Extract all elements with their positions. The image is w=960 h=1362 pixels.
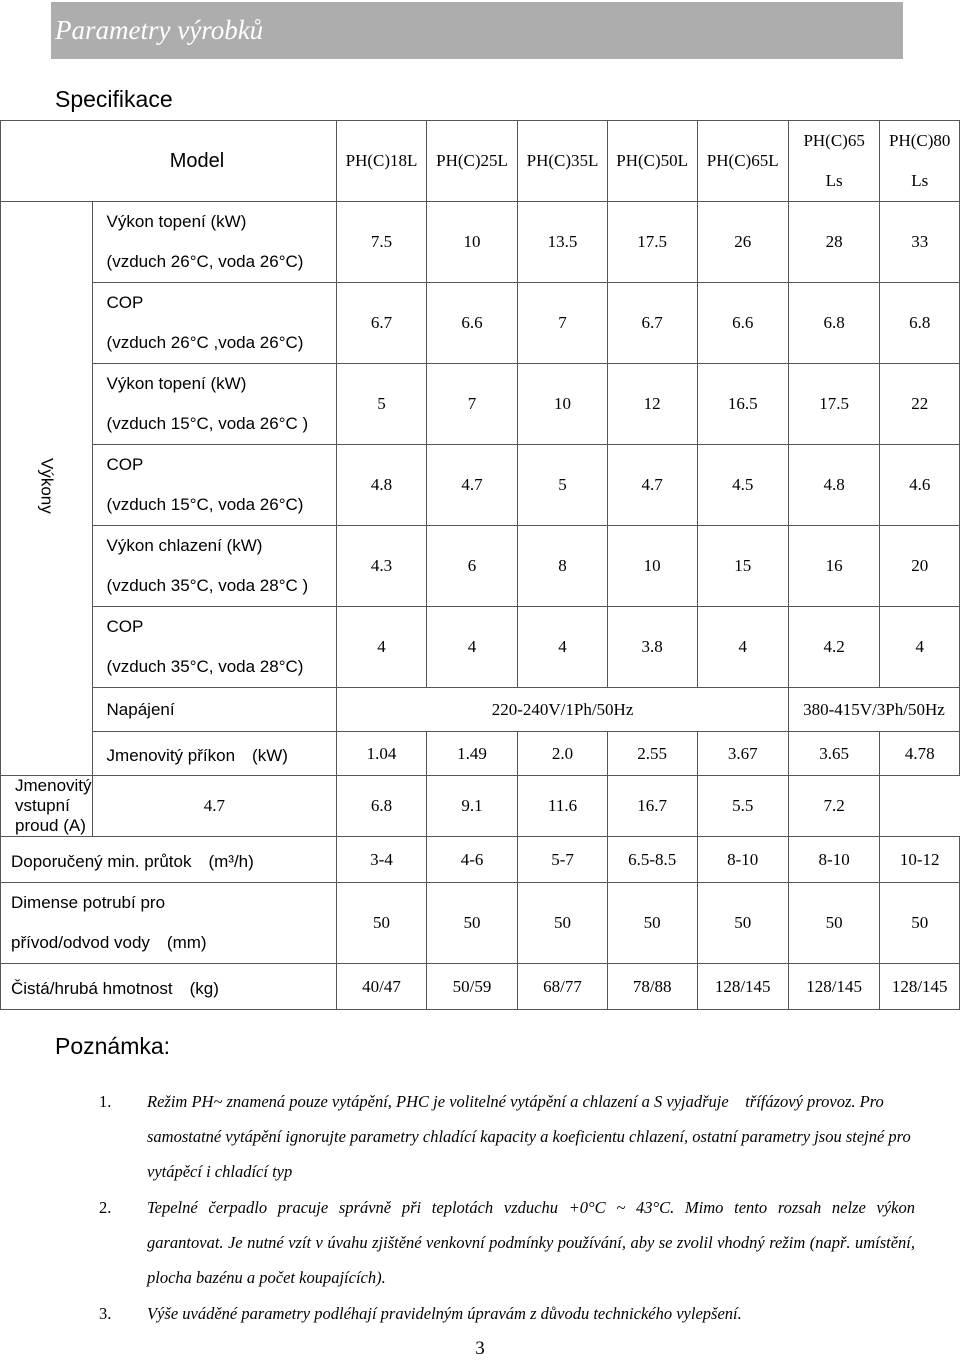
cell: 3.67	[697, 732, 788, 776]
cell: 6.7	[337, 283, 427, 364]
row-label: Výkon topení (kW) (vzduch 26°C, voda 26°C)	[92, 202, 337, 283]
cell: 5	[337, 364, 427, 445]
model-header: PH(C)65L	[697, 121, 788, 202]
cell: 4.3	[337, 526, 427, 607]
cell: 4	[337, 607, 427, 688]
cell: 8-10	[788, 837, 880, 883]
section-title: Specifikace	[55, 86, 173, 112]
row-label: Dimense potrubí pro přívod/odvod vody (mm)	[1, 883, 337, 964]
cell: 4.7	[426, 445, 517, 526]
cell: 3.8	[607, 607, 697, 688]
note-number: 2.	[99, 1198, 112, 1217]
cell: 4	[880, 607, 960, 688]
notes-section	[55, 1033, 932, 1331]
model-header: PH(C)65 Ls	[788, 121, 880, 202]
model-header: PH(C)18L	[337, 121, 427, 202]
side-label: Výkony	[1, 202, 93, 776]
cell: 3-4	[337, 837, 427, 883]
note-text: Tepelné čerpadlo pracuje správně při teplotách vzduchu +0°C ~ 43°C. Mimo tento rozsah nelze výkon garantovat. Je nutné vzít v úvahu zjištěné venkovní podmínky používání, aby se zvolil vhodný režim (např. umístění, plocha bazénu a počet koupajících).	[147, 1198, 932, 1287]
cell: 5-7	[518, 837, 608, 883]
cell: 12	[607, 364, 697, 445]
cell: 1.04	[337, 732, 427, 776]
cell: 15	[697, 526, 788, 607]
cell: 5	[518, 445, 608, 526]
cell: 2.0	[518, 732, 608, 776]
cell: 50	[697, 883, 788, 964]
cell: 4	[697, 607, 788, 688]
cell: 17.5	[788, 364, 880, 445]
cell: 50	[426, 883, 517, 964]
table-row	[1, 526, 960, 607]
cell: 40/47	[337, 964, 427, 1010]
cell: 4.78	[880, 732, 960, 776]
note-number: 3.	[99, 1304, 112, 1323]
cell: 33	[880, 202, 960, 283]
cell: 50	[337, 883, 427, 964]
note-item	[55, 1084, 915, 1189]
cell: 6.8	[337, 776, 427, 837]
power-three-phase: 380-415V/3Ph/50Hz	[788, 688, 959, 732]
cell: 4.8	[337, 445, 427, 526]
cell: 10-12	[880, 837, 960, 883]
cell: 7.5	[337, 202, 427, 283]
cell: 7	[426, 364, 517, 445]
cell: 6.6	[697, 283, 788, 364]
cell: 20	[880, 526, 960, 607]
cell: 68/77	[518, 964, 608, 1010]
cell: 7	[518, 283, 608, 364]
note-text: Režim PH~ znamená pouze vytápění, PHC je volitelné vytápění a chlazení a S vyjadřuje třífázový provoz. Pro samostatné vytápění ignorujte parametry chladící kapacity a koeficientu chlazení, ostatní parametry jsou stejné pro vytápěcí i chladící typ	[147, 1092, 911, 1181]
cell: 4.7	[607, 445, 697, 526]
cell: 50	[788, 883, 880, 964]
cell: 3.65	[788, 732, 880, 776]
cell: 4.5	[697, 445, 788, 526]
cell: 10	[607, 526, 697, 607]
cell: 6.7	[607, 283, 697, 364]
row-label: Výkon topení (kW) (vzduch 15°C, voda 26°C )	[92, 364, 337, 445]
cell: 26	[697, 202, 788, 283]
table-row	[1, 283, 960, 364]
note-number: 1.	[99, 1092, 112, 1111]
cell: 7.2	[788, 776, 880, 837]
cell: 1.49	[426, 732, 517, 776]
model-header: PH(C)35L	[518, 121, 608, 202]
cell: 128/145	[788, 964, 880, 1010]
row-label: Jmenovitý příkon (kW)	[92, 732, 337, 776]
cell: 50	[607, 883, 697, 964]
row-label: Výkon chlazení (kW) (vzduch 35°C, voda 28°C )	[92, 526, 337, 607]
cell: 4.8	[788, 445, 880, 526]
row-label: Jmenovitý vstupní proud (A)	[1, 776, 93, 837]
cell: 50	[518, 883, 608, 964]
cell: 11.6	[518, 776, 608, 837]
spec-table	[0, 120, 960, 1010]
note-text: Výše uváděné parametry podléhají pravidelným úpravám z důvodu technického vylepšení.	[147, 1304, 742, 1323]
page-banner: Parametry výrobků	[51, 2, 903, 59]
row-label: Doporučený min. průtok (m³/h)	[1, 837, 337, 883]
cell: 8	[518, 526, 608, 607]
cell: 16.5	[697, 364, 788, 445]
cell: 10	[518, 364, 608, 445]
cell: 5.5	[697, 776, 788, 837]
cell: 16.7	[607, 776, 697, 837]
cell: 9.1	[426, 776, 517, 837]
cell: 4	[518, 607, 608, 688]
row-label: COP (vzduch 35°C, voda 28°C)	[92, 607, 337, 688]
cell: 6.6	[426, 283, 517, 364]
table-row	[1, 837, 960, 883]
cell: 28	[788, 202, 880, 283]
row-label: Čistá/hrubá hmotnost (kg)	[1, 964, 337, 1010]
cell: 22	[880, 364, 960, 445]
cell: 128/145	[880, 964, 960, 1010]
note-item	[55, 1190, 932, 1295]
row-label: COP (vzduch 15°C, voda 26°C)	[92, 445, 337, 526]
model-header: PH(C)25L	[426, 121, 517, 202]
cell: 4.6	[880, 445, 960, 526]
note-item	[55, 1296, 915, 1331]
cell: 50	[880, 883, 960, 964]
header-row	[1, 121, 960, 202]
cell: 2.55	[607, 732, 697, 776]
model-header: PH(C)80 Ls	[880, 121, 960, 202]
cell: 4-6	[426, 837, 517, 883]
cell: 4.7	[92, 776, 337, 837]
table-row	[1, 964, 960, 1010]
table-row	[1, 732, 960, 776]
cell: 128/145	[697, 964, 788, 1010]
cell: 4.2	[788, 607, 880, 688]
table-row	[1, 202, 960, 283]
table-row	[1, 688, 960, 732]
cell: 50/59	[426, 964, 517, 1010]
notes-title: Poznámka:	[55, 1033, 171, 1059]
cell: 6.5-8.5	[607, 837, 697, 883]
cell: 16	[788, 526, 880, 607]
cell: 13.5	[518, 202, 608, 283]
cell: 4	[426, 607, 517, 688]
table-row	[1, 364, 960, 445]
table-row	[1, 883, 960, 964]
table-row	[1, 445, 960, 526]
cell: 78/88	[607, 964, 697, 1010]
cell: 8-10	[697, 837, 788, 883]
page-number: 3	[475, 1338, 485, 1359]
model-header: PH(C)50L	[607, 121, 697, 202]
cell: 6.8	[880, 283, 960, 364]
cell: 17.5	[607, 202, 697, 283]
model-label: Model	[1, 121, 337, 202]
table-row	[1, 776, 960, 837]
table-row	[1, 607, 960, 688]
row-label: COP (vzduch 26°C ,voda 26°C)	[92, 283, 337, 364]
cell: 10	[426, 202, 517, 283]
row-label: Napájení	[92, 688, 337, 732]
cell: 6	[426, 526, 517, 607]
cell: 6.8	[788, 283, 880, 364]
power-single-phase: 220-240V/1Ph/50Hz	[337, 688, 789, 732]
